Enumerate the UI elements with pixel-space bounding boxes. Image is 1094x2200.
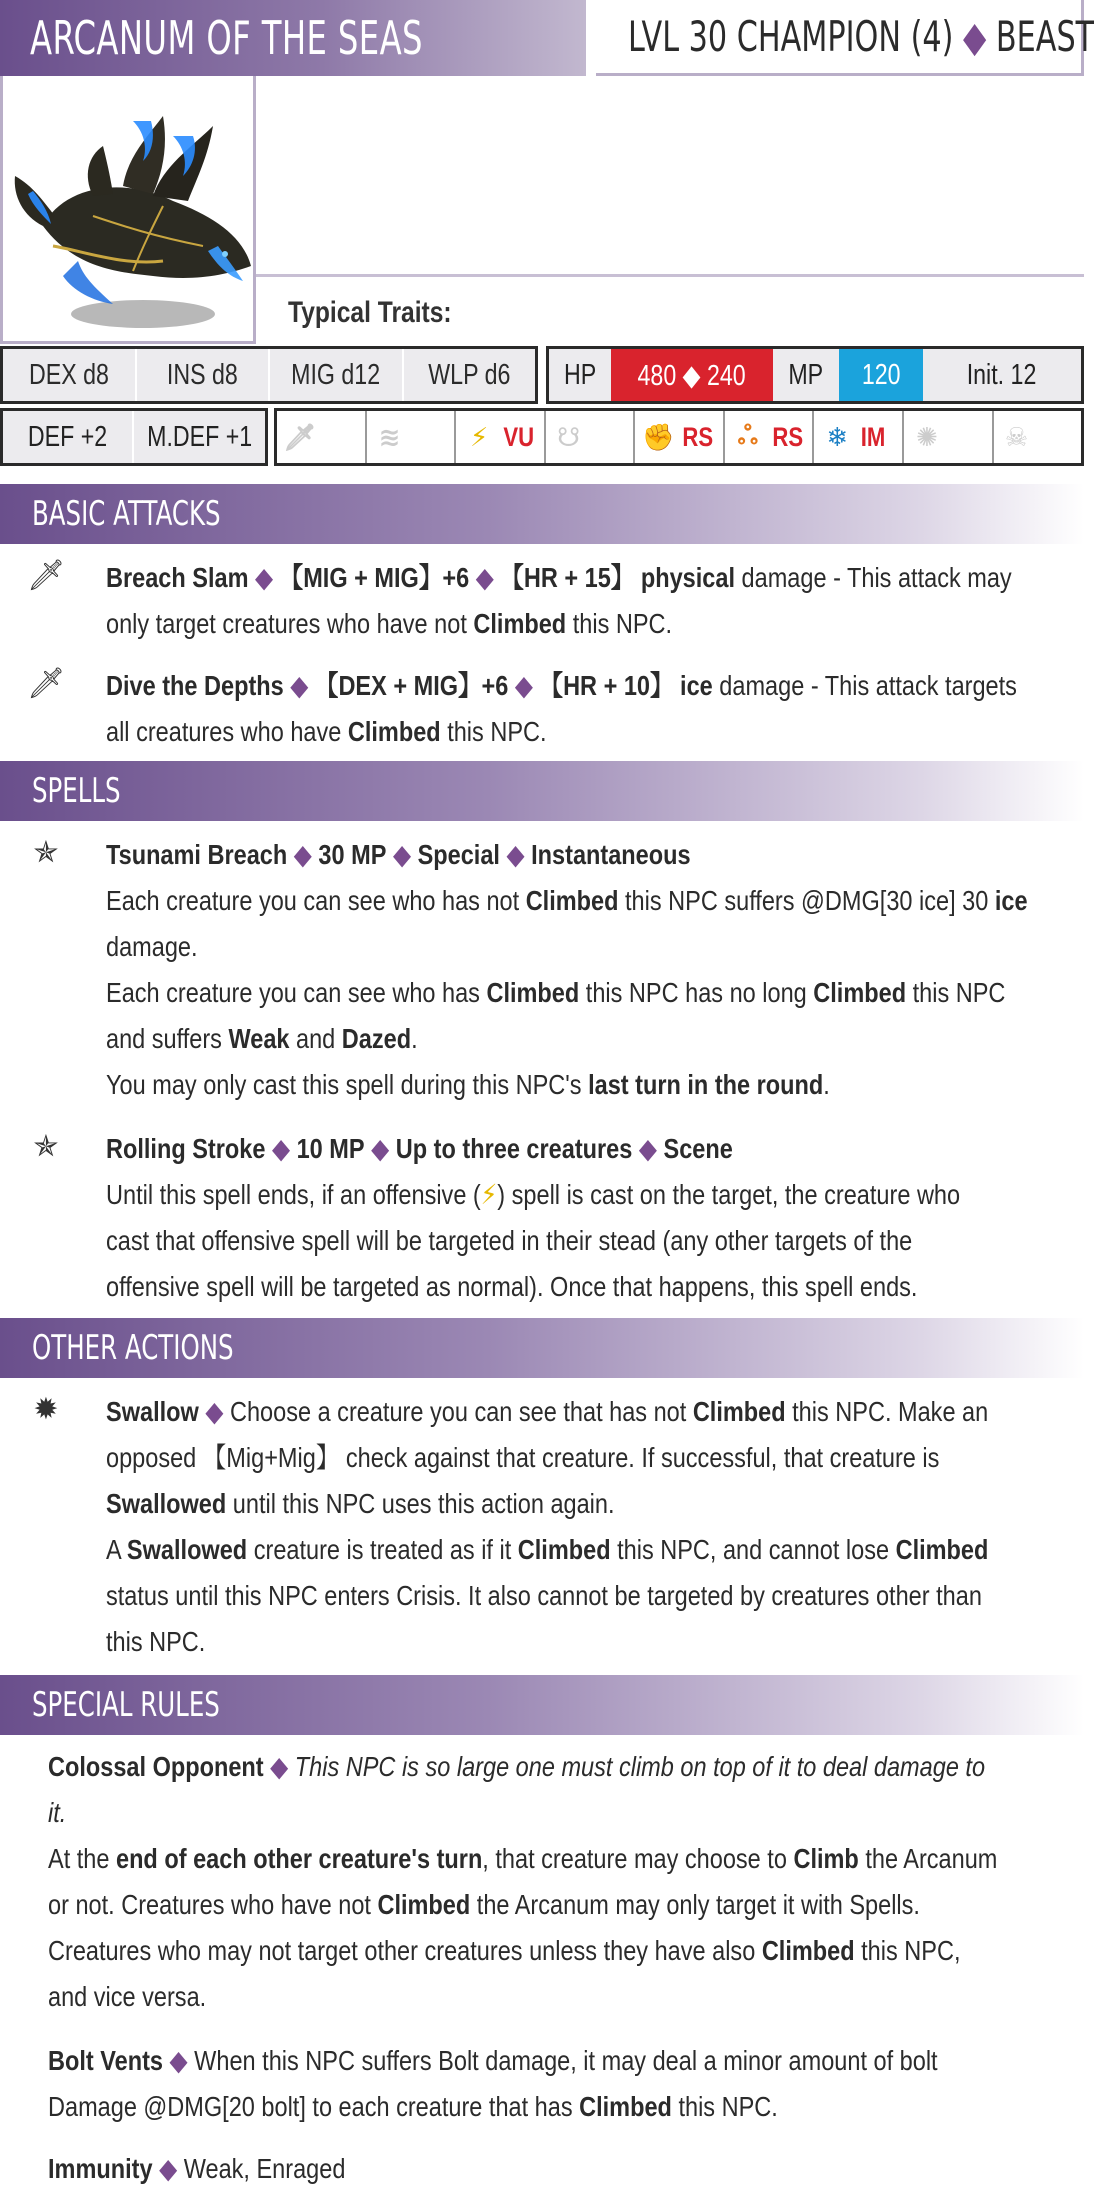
affinity-fire: ஃ RS (725, 411, 815, 463)
spell-star-icon: ✯ (33, 835, 59, 869)
section-spells: SPELLS (0, 761, 1084, 821)
affinities-box (274, 408, 1084, 466)
initiative: Init. 12 (923, 349, 1081, 401)
physical-icon: 🗡 (283, 421, 317, 452)
diamond-icon: ◆ (963, 12, 987, 61)
affinity-bolt: ⚡ VU (456, 411, 546, 463)
attributes-box (0, 346, 538, 404)
affinity-light (904, 411, 994, 463)
attack-line: all creatures who have Climbed this NPC. (106, 716, 547, 747)
affinity-physical (277, 411, 367, 463)
affinity-ice: ❄ IM (814, 411, 904, 463)
monster-name: ARCANUM OF THE SEAS (30, 11, 423, 65)
mp-label: MP (773, 349, 839, 401)
monster-portrait (0, 76, 256, 344)
ice-icon: ❄ (826, 421, 849, 452)
air-icon: ≋ (378, 421, 401, 452)
stats-row-attributes (0, 346, 1084, 404)
spell-star-icon: ✯ (33, 1129, 59, 1163)
fire-icon: ஃ (737, 420, 758, 450)
gear-icon: ✹ (33, 1392, 59, 1426)
melee-weapon-icon: 🗡 (26, 558, 66, 592)
level-text: LVL 30 CHAMPION (4) ◆ BEAST (628, 12, 1094, 61)
hp-value: 480 ◆ 240 (611, 349, 773, 401)
hp-label: HP (549, 349, 611, 401)
section-basic-attacks: BASIC ATTACKS (0, 484, 1084, 544)
attribute-dex: DEX d8 (3, 349, 137, 401)
earth-icon: ✊ (642, 421, 675, 452)
sea-beast-portrait (3, 76, 259, 344)
affinity-poison (994, 411, 1082, 463)
offensive-bolt-icon: ⚡ (480, 1179, 498, 1210)
melee-weapon-icon: 🗡 (26, 666, 66, 700)
typical-traits-label: Typical Traits: (288, 296, 452, 329)
section-other-actions: OTHER ACTIONS (0, 1318, 1084, 1378)
light-icon: ✺ (916, 421, 938, 452)
attack-line: only target creatures who have not Climbed this NPC. (106, 608, 673, 639)
poison-icon: ☠ (1004, 421, 1029, 452)
bolt-icon: ⚡ (469, 421, 489, 452)
defenses-box (0, 408, 268, 466)
affinity-air (367, 411, 457, 463)
stats-row-defenses (0, 408, 1084, 466)
portrait-divider (256, 274, 1084, 277)
attribute-mig: MIG d12 (270, 349, 404, 401)
level-box (596, 0, 1094, 76)
dark-icon: ☋ (557, 421, 581, 452)
affinity-earth: ✊ RS (635, 411, 725, 463)
monster-title-bar (0, 0, 586, 76)
species-label: BEAST (995, 12, 1094, 61)
defense: DEF +2 (3, 411, 134, 463)
section-special-rules: SPECIAL RULES (0, 1675, 1084, 1735)
attack-line: Breach Slam ◆ 【MIG + MIG】+6 ◆ 【HR + 15】 physical damage - This attack may (106, 562, 1012, 593)
attribute-wlp: WLP d6 (404, 349, 536, 401)
attack-line: Dive the Depths ◆ 【DEX + MIG】+6 ◆ 【HR + 10】 ice damage - This attack targets (106, 670, 1017, 701)
affinity-dark (546, 411, 636, 463)
mp-value: 120 (839, 349, 923, 401)
attribute-ins: INS d8 (137, 349, 271, 401)
magic-defense: M.DEF +1 (134, 411, 265, 463)
vitals-box (546, 346, 1084, 404)
